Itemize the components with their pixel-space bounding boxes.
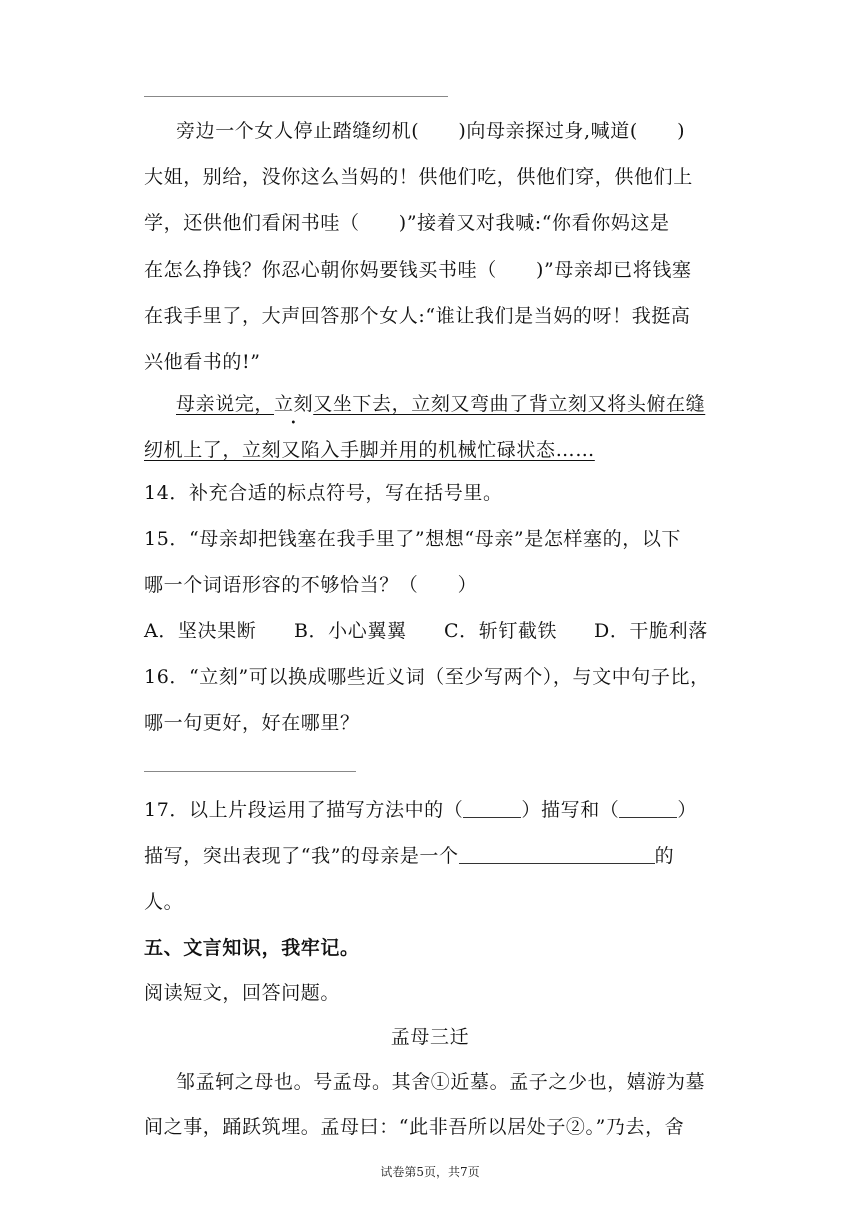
passage-line: 兴他看书的!” (144, 351, 261, 373)
option-d[interactable]: D．干脆利落 (594, 620, 708, 642)
option-b[interactable]: B．小心翼翼 (294, 620, 407, 642)
question-16-line2: 哪一句更好，好在哪里？ (144, 712, 360, 734)
answer-blank-2[interactable] (619, 799, 677, 818)
question-17-line3: 人。 (144, 891, 184, 913)
question-15: 15．“母亲却把钱塞在我手里了”想想“母亲”是怎样塞的，以下 (144, 528, 682, 550)
question-14: 14．补充合适的标点符号，写在括号里。 (144, 482, 503, 504)
option-c[interactable]: C．斩钉截铁 (444, 620, 558, 642)
answer-blank-3[interactable] (459, 845, 655, 864)
question-17-text: 的 (654, 845, 675, 867)
underlined-text: 又坐下去，立刻又弯曲了背立刻又将头俯在缝 (313, 393, 706, 415)
question-17 (144, 797, 724, 823)
passage-line: 学，还供他们看闲书哇（ )”接着又对我喊:“你看你妈这是 (144, 212, 670, 234)
emphasis-dotted-word: 立刻 (274, 393, 314, 415)
underlined-text: 纫机上了，立刻又陷入手脚并用的机械忙碌状态…… (144, 439, 595, 461)
page-footer: 试卷第5页，共7页 (380, 1165, 480, 1179)
question-17-line2 (144, 843, 724, 869)
underlined-sentence-line2 (144, 437, 724, 463)
classical-text-line: 邹孟轲之母也。号孟母。其舍①近墓。孟子之少也，嬉游为墓 (176, 1071, 706, 1093)
passage-line: 在怎么挣钱？你忍心朝你妈要钱买书哇（ )”母亲却已将钱塞 (144, 259, 692, 281)
passage-line: 在我手里了，大声回答那个女人:“谁让我们是当妈的呀！我挺高 (144, 305, 691, 327)
question-15-options (144, 618, 724, 644)
question-17-text: ）描写和（ (521, 799, 620, 821)
passage-line: 旁边一个女人停止踏缝纫机( )向母亲探过身,喊道( ) (176, 120, 686, 142)
question-17-text: 17．以上片段运用了描写方法中的（ (144, 799, 464, 821)
section-instruction: 阅读短文，回答问题。 (144, 982, 341, 1004)
underlined-sentence (176, 391, 724, 417)
section-heading: 五、文言知识，我牢记。 (144, 937, 360, 959)
question-17-text: ） (677, 799, 698, 821)
passage-title: 孟母三迁 (390, 1026, 470, 1048)
underlined-text: 母亲说完， (176, 393, 275, 415)
passage-line: 大姐，别给，没你这么当妈的！供他们吃，供他们穿，供他们上 (144, 166, 693, 188)
classical-text-line: 间之事，踊跃筑埋。孟母曰：“此非吾所以居处子②。”乃去，舍 (144, 1116, 685, 1138)
question-17-text: 描写，突出表现了“我”的母亲是一个 (144, 845, 459, 867)
answer-line-q16[interactable] (144, 771, 356, 772)
question-16: 16．“立刻”可以换成哪些近义词（至少写两个），与文中句子比， (144, 666, 710, 688)
option-a[interactable]: A．坚决果断 (144, 620, 257, 642)
question-15-line2: 哪一个词语形容的不够恰当？（ ） (144, 574, 478, 596)
answer-blank-1[interactable] (463, 799, 521, 818)
answer-line-top (144, 96, 448, 97)
